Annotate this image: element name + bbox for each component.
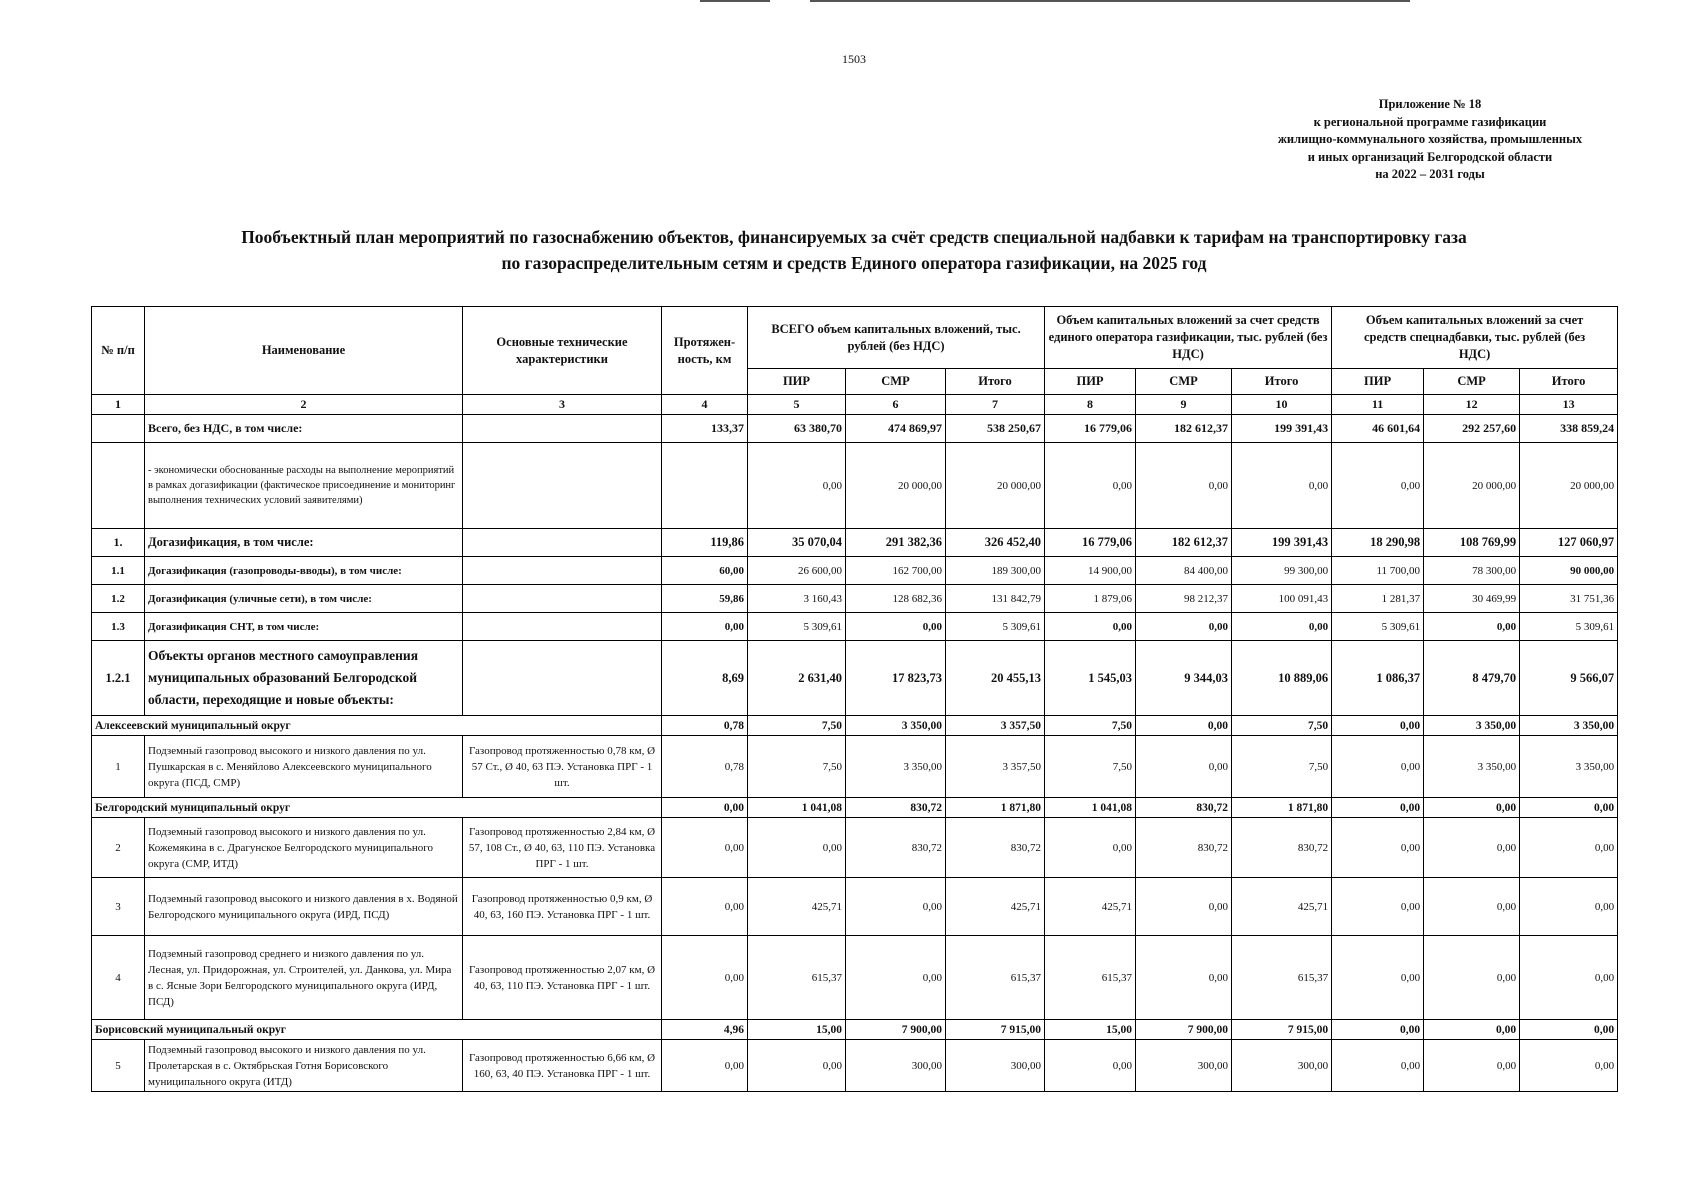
cell-surcharge-itogo: 0,00 xyxy=(1520,818,1618,878)
cell-operator-smr: 9 344,03 xyxy=(1136,641,1232,716)
cell-operator-itogo: 99 300,00 xyxy=(1232,557,1332,585)
cell-operator-pir: 0,00 xyxy=(1045,1040,1136,1092)
row-length: 0,78 xyxy=(662,716,748,736)
cell-surcharge-pir: 18 290,98 xyxy=(1332,529,1424,557)
cell-surcharge-pir: 0,00 xyxy=(1332,1020,1424,1040)
cell-surcharge-pir: 0,00 xyxy=(1332,936,1424,1020)
cell-operator-itogo: 7 915,00 xyxy=(1232,1020,1332,1040)
document-title xyxy=(0,224,1708,276)
cell-total-pir: 615,37 xyxy=(748,936,846,1020)
cell-surcharge-smr: 292 257,60 xyxy=(1424,415,1520,443)
cell-surcharge-smr: 3 350,00 xyxy=(1424,716,1520,736)
header-group-surcharge: Объем капитальных вложений за счет средств спецнадбавки, тыс. рублей (без НДС) xyxy=(1332,307,1618,369)
row-name: - экономически обоснованные расходы на выполнение мероприятий в рамках догазификации (фактическое присоединение и мониторинг выполнения технических условий заявителями) xyxy=(145,443,463,529)
cell-surcharge-smr: 0,00 xyxy=(1424,798,1520,818)
cell-surcharge-itogo: 9 566,07 xyxy=(1520,641,1618,716)
cell-operator-itogo: 100 091,43 xyxy=(1232,585,1332,613)
cell-total-itogo: 5 309,61 xyxy=(946,613,1045,641)
row-length: 119,86 xyxy=(662,529,748,557)
cell-surcharge-itogo: 0,00 xyxy=(1520,936,1618,1020)
column-number: 8 xyxy=(1045,395,1136,415)
header-name: Наименование xyxy=(145,307,463,395)
cell-operator-smr: 7 900,00 xyxy=(1136,1020,1232,1040)
cell-operator-pir: 1 545,03 xyxy=(1045,641,1136,716)
title-line-2: по газораспределительным сетям и средств Единого оператора газификации, на 2025 год xyxy=(501,253,1207,273)
column-number: 5 xyxy=(748,395,846,415)
column-number: 7 xyxy=(946,395,1045,415)
row-tech: Газопровод протяженностью 0,78 км, Ø 57 Ст., Ø 40, 63 ПЭ. Установка ПРГ - 1 шт. xyxy=(463,736,662,798)
cell-total-itogo: 131 842,79 xyxy=(946,585,1045,613)
cell-surcharge-smr: 0,00 xyxy=(1424,936,1520,1020)
header-pir: ПИР xyxy=(1332,369,1424,395)
row-name: Всего, без НДС, в том числе: xyxy=(145,415,463,443)
cell-total-smr: 300,00 xyxy=(846,1040,946,1092)
cell-total-pir: 0,00 xyxy=(748,818,846,878)
row-length: 8,69 xyxy=(662,641,748,716)
row-name: Подземный газопровод высокого и низкого давления в х. Водяной Белгородского муниципального округа (ИРД, ПСД) xyxy=(145,878,463,936)
header-itogo: Итого xyxy=(1232,369,1332,395)
row-num: 5 xyxy=(92,1040,145,1092)
cell-total-itogo: 538 250,67 xyxy=(946,415,1045,443)
cell-total-itogo: 425,71 xyxy=(946,878,1045,936)
cell-surcharge-smr: 108 769,99 xyxy=(1424,529,1520,557)
cell-operator-itogo: 425,71 xyxy=(1232,878,1332,936)
district-name: Белгородский муниципальный округ xyxy=(92,798,662,818)
cell-total-itogo: 3 357,50 xyxy=(946,716,1045,736)
cell-total-smr: 3 350,00 xyxy=(846,716,946,736)
cell-surcharge-smr: 0,00 xyxy=(1424,1040,1520,1092)
cell-surcharge-itogo: 0,00 xyxy=(1520,878,1618,936)
scan-top-line-left xyxy=(700,0,770,2)
header-group-operator: Объем капитальных вложений за счет средств единого оператора газификации, тыс. рублей (без НДС) xyxy=(1045,307,1332,369)
cell-total-pir: 7,50 xyxy=(748,716,846,736)
cell-total-smr: 128 682,36 xyxy=(846,585,946,613)
cell-surcharge-smr: 0,00 xyxy=(1424,878,1520,936)
cell-total-smr: 0,00 xyxy=(846,878,946,936)
cell-operator-smr: 182 612,37 xyxy=(1136,415,1232,443)
cell-total-pir: 3 160,43 xyxy=(748,585,846,613)
row-name: Объекты органов местного самоуправления муниципальных образований Белгородской области, переходящие и новые объекты: xyxy=(145,641,463,716)
row-tech xyxy=(463,415,662,443)
column-number: 3 xyxy=(463,395,662,415)
row-tech: Газопровод протяженностью 6,66 км, Ø 160, 63, 40 ПЭ. Установка ПРГ - 1 шт. xyxy=(463,1040,662,1092)
table-row xyxy=(92,818,1618,878)
district-row xyxy=(92,1020,1618,1040)
cell-surcharge-pir: 0,00 xyxy=(1332,736,1424,798)
cell-operator-smr: 830,72 xyxy=(1136,798,1232,818)
appendix-line: жилищно-коммунального хозяйства, промышленных xyxy=(1277,132,1583,146)
row-num: 1.1 xyxy=(92,557,145,585)
cell-operator-pir: 0,00 xyxy=(1045,818,1136,878)
appendix-line: к региональной программе газификации xyxy=(1313,114,1547,129)
row-num: 2 xyxy=(92,818,145,878)
cell-operator-smr: 0,00 xyxy=(1136,443,1232,529)
row-name: Подземный газопровод высокого и низкого давления по ул. Кожемякина в с. Драгунское Белгородского муниципального округа (СМР, ИТД) xyxy=(145,818,463,878)
row-tech: Газопровод протяженностью 0,9 км, Ø 40, 63, 160 ПЭ. Установка ПРГ - 1 шт. xyxy=(463,878,662,936)
row-tech xyxy=(463,529,662,557)
cell-total-pir: 2 631,40 xyxy=(748,641,846,716)
cell-surcharge-pir: 0,00 xyxy=(1332,798,1424,818)
row-num xyxy=(92,443,145,529)
header-itogo: Итого xyxy=(946,369,1045,395)
cell-operator-itogo: 10 889,06 xyxy=(1232,641,1332,716)
cell-operator-pir: 0,00 xyxy=(1045,613,1136,641)
row-tech: Газопровод протяженностью 2,84 км, Ø 57, 108 Ст., Ø 40, 63, 110 ПЭ. Установка ПРГ - 1 шт. xyxy=(463,818,662,878)
investment-plan-table xyxy=(91,306,1618,1092)
cell-surcharge-pir: 5 309,61 xyxy=(1332,613,1424,641)
row-tech xyxy=(463,641,662,716)
header-smr: СМР xyxy=(1424,369,1520,395)
cell-operator-itogo: 7,50 xyxy=(1232,736,1332,798)
table-row xyxy=(92,878,1618,936)
cell-operator-smr: 830,72 xyxy=(1136,818,1232,878)
cell-surcharge-pir: 11 700,00 xyxy=(1332,557,1424,585)
column-number: 11 xyxy=(1332,395,1424,415)
cell-total-itogo: 830,72 xyxy=(946,818,1045,878)
cell-surcharge-pir: 0,00 xyxy=(1332,443,1424,529)
row-tech xyxy=(463,443,662,529)
cell-surcharge-smr: 20 000,00 xyxy=(1424,443,1520,529)
column-number: 4 xyxy=(662,395,748,415)
row-tech xyxy=(463,585,662,613)
cell-operator-smr: 98 212,37 xyxy=(1136,585,1232,613)
cell-surcharge-itogo: 20 000,00 xyxy=(1520,443,1618,529)
cell-total-pir: 63 380,70 xyxy=(748,415,846,443)
cell-surcharge-smr: 3 350,00 xyxy=(1424,736,1520,798)
cell-surcharge-pir: 0,00 xyxy=(1332,716,1424,736)
appendix-block xyxy=(1230,96,1630,184)
row-length: 4,96 xyxy=(662,1020,748,1040)
row-num: 1.2.1 xyxy=(92,641,145,716)
header-length: Протяжен-ность, км xyxy=(662,307,748,395)
cell-total-pir: 5 309,61 xyxy=(748,613,846,641)
cell-total-itogo: 1 871,80 xyxy=(946,798,1045,818)
row-num: 1.3 xyxy=(92,613,145,641)
cell-surcharge-smr: 0,00 xyxy=(1424,613,1520,641)
cell-operator-itogo: 199 391,43 xyxy=(1232,529,1332,557)
table-row xyxy=(92,557,1618,585)
cell-operator-smr: 182 612,37 xyxy=(1136,529,1232,557)
cell-operator-pir: 0,00 xyxy=(1045,443,1136,529)
table-row xyxy=(92,529,1618,557)
cell-total-itogo: 3 357,50 xyxy=(946,736,1045,798)
row-length: 0,00 xyxy=(662,1040,748,1092)
cell-surcharge-itogo: 0,00 xyxy=(1520,1040,1618,1092)
row-length: 0,00 xyxy=(662,818,748,878)
cell-surcharge-itogo: 31 751,36 xyxy=(1520,585,1618,613)
cell-total-smr: 474 869,97 xyxy=(846,415,946,443)
header-pir: ПИР xyxy=(1045,369,1136,395)
header-num: № п/п xyxy=(92,307,145,395)
cell-operator-pir: 16 779,06 xyxy=(1045,529,1136,557)
cell-operator-pir: 615,37 xyxy=(1045,936,1136,1020)
title-line-1: Пообъектный план мероприятий по газоснабжению объектов, финансируемых за счёт средств специальной надбавки к тарифам на транспортировку газа xyxy=(241,227,1467,247)
cell-operator-pir: 7,50 xyxy=(1045,716,1136,736)
row-name: Подземный газопровод среднего и низкого давления по ул. Лесная, ул. Придорожная, ул. Строителей, ул. Данкова, ул. Мира в с. Ясные Зори Белгородского муниципального округа (ИРД, ПСД) xyxy=(145,936,463,1020)
cell-surcharge-smr: 0,00 xyxy=(1424,1020,1520,1040)
cell-total-pir: 7,50 xyxy=(748,736,846,798)
row-name: Подземный газопровод высокого и низкого давления по ул. Пушкарская в с. Меняйлово Алексеевского муниципального округа (ПСД, СМР) xyxy=(145,736,463,798)
cell-surcharge-pir: 0,00 xyxy=(1332,818,1424,878)
row-name: Догазификация (уличные сети), в том числе: xyxy=(145,585,463,613)
cell-operator-itogo: 0,00 xyxy=(1232,443,1332,529)
cell-operator-smr: 0,00 xyxy=(1136,878,1232,936)
cell-total-smr: 0,00 xyxy=(846,613,946,641)
cell-total-itogo: 615,37 xyxy=(946,936,1045,1020)
column-number: 6 xyxy=(846,395,946,415)
row-length: 0,78 xyxy=(662,736,748,798)
row-num: 1.2 xyxy=(92,585,145,613)
cell-surcharge-pir: 1 281,37 xyxy=(1332,585,1424,613)
table-row xyxy=(92,585,1618,613)
cell-operator-itogo: 7,50 xyxy=(1232,716,1332,736)
cell-total-pir: 425,71 xyxy=(748,878,846,936)
column-number: 9 xyxy=(1136,395,1232,415)
cell-total-itogo: 189 300,00 xyxy=(946,557,1045,585)
cell-operator-pir: 425,71 xyxy=(1045,878,1136,936)
appendix-line: Приложение № 18 xyxy=(1378,97,1482,111)
cell-surcharge-itogo: 338 859,24 xyxy=(1520,415,1618,443)
district-name: Борисовский муниципальный округ xyxy=(92,1020,662,1040)
district-row xyxy=(92,798,1618,818)
cell-operator-smr: 300,00 xyxy=(1136,1040,1232,1092)
cell-surcharge-pir: 46 601,64 xyxy=(1332,415,1424,443)
cell-operator-pir: 7,50 xyxy=(1045,736,1136,798)
row-length: 60,00 xyxy=(662,557,748,585)
cell-operator-smr: 0,00 xyxy=(1136,613,1232,641)
row-length: 0,00 xyxy=(662,936,748,1020)
cell-total-pir: 26 600,00 xyxy=(748,557,846,585)
row-length: 0,00 xyxy=(662,613,748,641)
row-num: 1. xyxy=(92,529,145,557)
column-number: 2 xyxy=(145,395,463,415)
table-row xyxy=(92,736,1618,798)
district-name: Алексеевский муниципальный округ xyxy=(92,716,662,736)
row-num: 4 xyxy=(92,936,145,1020)
cell-total-smr: 7 900,00 xyxy=(846,1020,946,1040)
row-name: Догазификация, в том числе: xyxy=(145,529,463,557)
table-row xyxy=(92,443,1618,529)
cell-operator-pir: 1 879,06 xyxy=(1045,585,1136,613)
page-number: 1503 xyxy=(842,52,866,66)
column-number: 12 xyxy=(1424,395,1520,415)
header-pir: ПИР xyxy=(748,369,846,395)
cell-surcharge-smr: 8 479,70 xyxy=(1424,641,1520,716)
appendix-line: на 2022 – 2031 годы xyxy=(1375,167,1485,181)
row-length: 59,86 xyxy=(662,585,748,613)
cell-surcharge-itogo: 0,00 xyxy=(1520,798,1618,818)
cell-surcharge-pir: 0,00 xyxy=(1332,1040,1424,1092)
cell-operator-smr: 0,00 xyxy=(1136,936,1232,1020)
column-number: 1 xyxy=(92,395,145,415)
cell-operator-itogo: 300,00 xyxy=(1232,1040,1332,1092)
cell-total-pir: 35 070,04 xyxy=(748,529,846,557)
cell-surcharge-itogo: 3 350,00 xyxy=(1520,716,1618,736)
cell-total-smr: 3 350,00 xyxy=(846,736,946,798)
table-row xyxy=(92,1040,1618,1092)
header-smr: СМР xyxy=(846,369,946,395)
row-length: 0,00 xyxy=(662,878,748,936)
row-name: Догазификация (газопроводы-вводы), в том числе: xyxy=(145,557,463,585)
cell-operator-pir: 16 779,06 xyxy=(1045,415,1136,443)
row-length xyxy=(662,443,748,529)
row-length: 133,37 xyxy=(662,415,748,443)
cell-surcharge-pir: 0,00 xyxy=(1332,878,1424,936)
cell-total-itogo: 20 455,13 xyxy=(946,641,1045,716)
cell-surcharge-smr: 30 469,99 xyxy=(1424,585,1520,613)
cell-total-smr: 830,72 xyxy=(846,798,946,818)
column-number: 10 xyxy=(1232,395,1332,415)
header-group-total: ВСЕГО объем капитальных вложений, тыс. рублей (без НДС) xyxy=(748,307,1045,369)
header-itogo: Итого xyxy=(1520,369,1618,395)
cell-total-smr: 291 382,36 xyxy=(846,529,946,557)
cell-operator-smr: 0,00 xyxy=(1136,736,1232,798)
cell-total-smr: 17 823,73 xyxy=(846,641,946,716)
cell-operator-itogo: 1 871,80 xyxy=(1232,798,1332,818)
cell-total-smr: 20 000,00 xyxy=(846,443,946,529)
cell-operator-itogo: 830,72 xyxy=(1232,818,1332,878)
cell-operator-itogo: 199 391,43 xyxy=(1232,415,1332,443)
cell-surcharge-smr: 0,00 xyxy=(1424,818,1520,878)
row-length: 0,00 xyxy=(662,798,748,818)
cell-surcharge-itogo: 5 309,61 xyxy=(1520,613,1618,641)
column-number: 13 xyxy=(1520,395,1618,415)
cell-operator-itogo: 615,37 xyxy=(1232,936,1332,1020)
cell-surcharge-itogo: 127 060,97 xyxy=(1520,529,1618,557)
header-tech: Основные технические характеристики xyxy=(463,307,662,395)
cell-total-pir: 1 041,08 xyxy=(748,798,846,818)
row-num: 3 xyxy=(92,878,145,936)
appendix-line: и иных организаций Белгородской области xyxy=(1307,149,1553,164)
cell-operator-smr: 0,00 xyxy=(1136,716,1232,736)
table-row-total xyxy=(92,415,1618,443)
cell-operator-pir: 14 900,00 xyxy=(1045,557,1136,585)
row-name: Догазификация СНТ, в том числе: xyxy=(145,613,463,641)
cell-total-smr: 830,72 xyxy=(846,818,946,878)
cell-total-itogo: 7 915,00 xyxy=(946,1020,1045,1040)
row-tech xyxy=(463,557,662,585)
row-num: 1 xyxy=(92,736,145,798)
table-row xyxy=(92,641,1618,716)
row-num xyxy=(92,415,145,443)
cell-operator-pir: 1 041,08 xyxy=(1045,798,1136,818)
row-name: Подземный газопровод высокого и низкого давления по ул. Пролетарская в с. Октябрьская Готня Борисовского муниципального округа (ИТД) xyxy=(145,1040,463,1092)
column-number-row xyxy=(92,395,1618,415)
cell-operator-pir: 15,00 xyxy=(1045,1020,1136,1040)
district-row xyxy=(92,716,1618,736)
cell-total-smr: 0,00 xyxy=(846,936,946,1020)
cell-operator-itogo: 0,00 xyxy=(1232,613,1332,641)
cell-total-pir: 0,00 xyxy=(748,443,846,529)
cell-surcharge-itogo: 90 000,00 xyxy=(1520,557,1618,585)
cell-total-itogo: 326 452,40 xyxy=(946,529,1045,557)
cell-operator-smr: 84 400,00 xyxy=(1136,557,1232,585)
row-tech: Газопровод протяженностью 2,07 км, Ø 40, 63, 110 ПЭ. Установка ПРГ - 1 шт. xyxy=(463,936,662,1020)
row-tech xyxy=(463,613,662,641)
table-row xyxy=(92,936,1618,1020)
cell-total-itogo: 20 000,00 xyxy=(946,443,1045,529)
cell-total-pir: 0,00 xyxy=(748,1040,846,1092)
table-row xyxy=(92,613,1618,641)
header-smr: СМР xyxy=(1136,369,1232,395)
scan-top-line-right xyxy=(810,0,1410,2)
cell-total-itogo: 300,00 xyxy=(946,1040,1045,1092)
cell-surcharge-itogo: 0,00 xyxy=(1520,1020,1618,1040)
cell-surcharge-itogo: 3 350,00 xyxy=(1520,736,1618,798)
cell-total-smr: 162 700,00 xyxy=(846,557,946,585)
cell-surcharge-pir: 1 086,37 xyxy=(1332,641,1424,716)
cell-total-pir: 15,00 xyxy=(748,1020,846,1040)
cell-surcharge-smr: 78 300,00 xyxy=(1424,557,1520,585)
